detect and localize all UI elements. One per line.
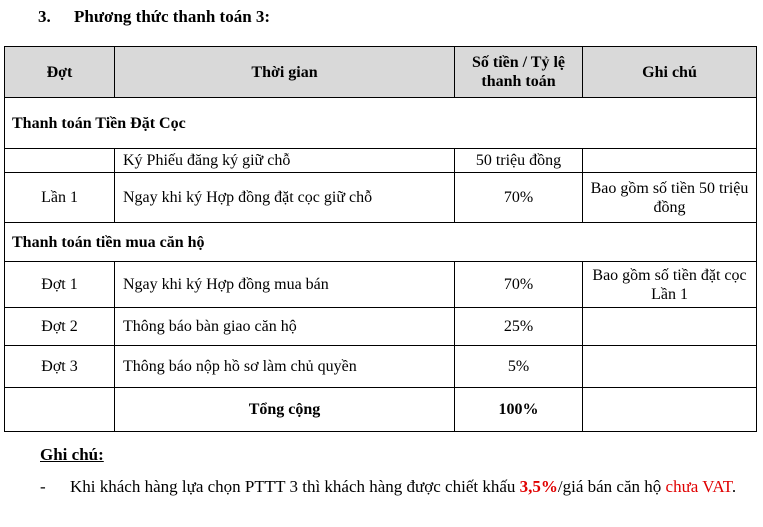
cell-time: Thông báo nộp hồ sơ làm chủ quyền [115,346,455,388]
total-row [5,388,757,432]
notes-section [40,444,755,498]
section-number: 3. [38,7,51,26]
note-text [70,476,736,498]
cell-time: Ngay khi ký Hợp đồng đặt cọc giữ chỗ [115,173,455,223]
header-time: Thời gian [115,47,455,98]
vat-note: chưa VAT [665,477,732,496]
cell-amount: 50 triệu đồng [455,149,583,173]
section-label: Thanh toán tiền mua căn hộ [5,223,757,262]
cell-note [583,388,757,432]
total-value: 100% [455,388,583,432]
table-row [5,262,757,308]
header-dot: Đợt [5,47,115,98]
note-text-a: Khi khách hàng lựa chọn PTTT 3 thì khách hàng được chiết khấu [70,477,520,496]
cell-dot: Đợt 1 [5,262,115,308]
cell-amount: 5% [455,346,583,388]
cell-amount: 25% [455,308,583,346]
header-amount: Số tiền / Tỷ lệ thanh toán [455,47,583,98]
cell-dot [5,149,115,173]
section-row-deposit [5,98,757,149]
cell-dot: Đợt 3 [5,346,115,388]
header-note: Ghi chú [583,47,757,98]
table-row [5,308,757,346]
cell-dot [5,388,115,432]
cell-amount: 70% [455,173,583,223]
cell-note: Bao gồm số tiền đặt cọc Lần 1 [583,262,757,308]
payment-schedule-table [4,46,757,432]
discount-value: 3,5% [519,477,558,496]
total-label: Tổng cộng [115,388,455,432]
note-item [40,476,755,498]
section-heading [38,6,270,28]
section-row-purchase [5,223,757,262]
cell-note [583,149,757,173]
section-label: Thanh toán Tiền Đặt Cọc [5,98,757,149]
note-text-c: . [731,477,737,496]
note-dash: - [40,477,46,496]
table-header-row [5,47,757,98]
table-row [5,173,757,223]
cell-time: Thông báo bàn giao căn hộ [115,308,455,346]
table-row [5,149,757,173]
cell-dot: Đợt 2 [5,308,115,346]
note-text-b: /giá bán căn hộ [557,477,666,496]
cell-time: Ký Phiếu đăng ký giữ chỗ [115,149,455,173]
cell-note [583,308,757,346]
notes-title: Ghi chú: [40,445,104,464]
cell-time: Ngay khi ký Hợp đồng mua bán [115,262,455,308]
table-row [5,346,757,388]
cell-amount: 70% [455,262,583,308]
cell-note: Bao gồm số tiền 50 triệu đồng [583,173,757,223]
cell-dot: Lần 1 [5,173,115,223]
cell-note [583,346,757,388]
section-title: Phương thức thanh toán 3: [74,7,271,26]
